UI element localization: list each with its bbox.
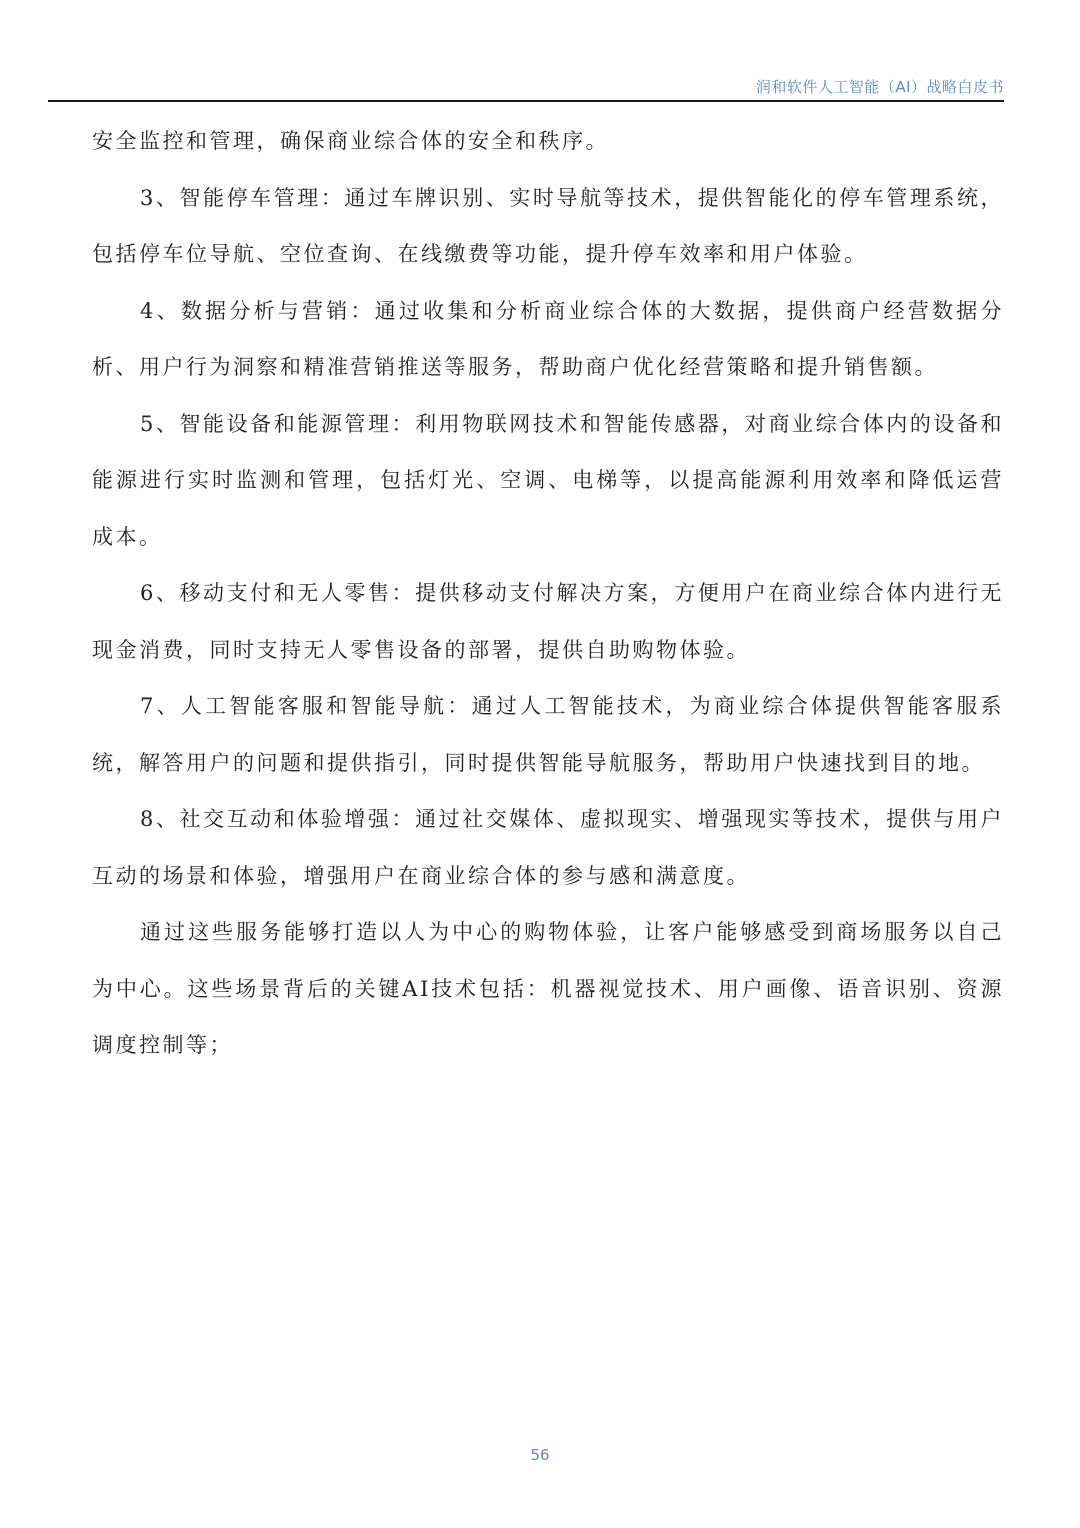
paragraph-ai-service: 7、人工智能客服和智能导航：通过人工智能技术，为商业综合体提供智能客服系统，解答用户的问题和提供指引，同时提供智能导航服务，帮助用户快速找到目的地。 bbox=[92, 694, 1004, 775]
page-number: 56 bbox=[530, 1446, 550, 1464]
document-body bbox=[92, 113, 1004, 1074]
paragraph-mobile-payment: 6、移动支付和无人零售：提供移动支付解决方案，方便用户在商业综合体内进行无现金消费，同时支持无人零售设备的部署，提供自助购物体验。 bbox=[92, 581, 1004, 662]
paragraph-summary: 通过这些服务能够打造以人为中心的购物体验，让客户能够感受到商场服务以自己为中心。这些场景背后的关键AI技术包括：机器视觉技术、用户画像、语音识别、资源调度控制等； bbox=[92, 920, 1004, 1057]
paragraph-social-interaction: 8、社交互动和体验增强：通过社交媒体、虚拟现实、增强现实等技术，提供与用户互动的场景和体验，增强用户在商业综合体的参与感和满意度。 bbox=[92, 807, 1004, 888]
running-header: 润和软件人工智能（AI）战略白皮书 bbox=[755, 78, 1004, 96]
paragraph-smart-parking: 3、智能停车管理：通过车牌识别、实时导航等技术，提供智能化的停车管理系统，包括停车位导航、空位查询、在线缴费等功能，提升停车效率和用户体验。 bbox=[92, 185, 1004, 266]
paragraph-device-energy: 5、智能设备和能源管理：利用物联网技术和智能传感器，对商业综合体内的设备和能源进行实时监测和管理，包括灯光、空调、电梯等，以提高能源利用效率和降低运营成本。 bbox=[92, 411, 1004, 549]
paragraph-data-analysis: 4、数据分析与营销：通过收集和分析商业综合体的大数据，提供商户经营数据分析、用户行为洞察和精准营销推送等服务，帮助商户优化经营策略和提升销售额。 bbox=[92, 298, 1004, 379]
paragraph-continuation: 安全监控和管理，确保商业综合体的安全和秩序。 bbox=[92, 129, 609, 153]
header-divider bbox=[48, 100, 1004, 102]
